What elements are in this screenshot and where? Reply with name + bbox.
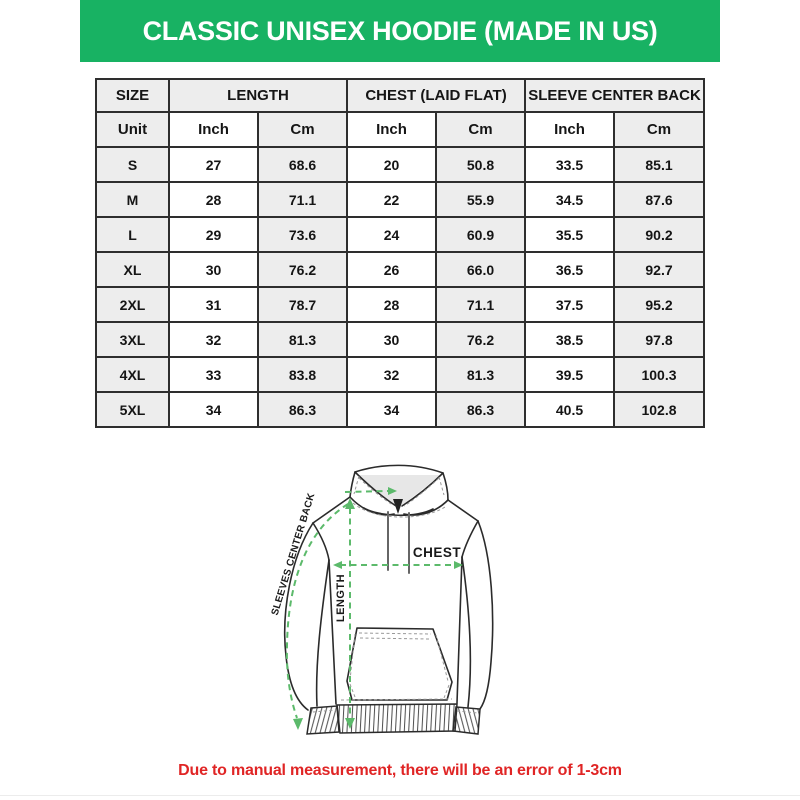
value-cell: 76.2 [258,252,347,287]
table-row [96,357,704,392]
unit-cell: Cm [614,112,704,147]
value-cell: 33.5 [525,147,614,182]
value-cell: 34 [347,392,436,427]
bottom-divider [0,795,800,796]
value-cell: 68.6 [258,147,347,182]
size-cell: 5XL [96,392,169,427]
drawstrings [388,512,409,573]
size-chart-table [95,78,705,428]
value-cell: 100.3 [614,357,704,392]
value-cell: 30 [169,252,258,287]
table-row [96,182,704,217]
table-row [96,392,704,427]
chest-label: CHEST [412,545,462,560]
arrowheads [293,487,463,730]
value-cell: 86.3 [258,392,347,427]
header-sleeve: SLEEVE CENTER BACK [525,79,704,112]
sleeve-end-arrowhead [293,718,303,730]
value-cell: 50.8 [436,147,525,182]
table-row [96,147,704,182]
unit-cell: Cm [258,112,347,147]
unit-cell: Cm [436,112,525,147]
unit-cell: Inch [169,112,258,147]
chest-left-arrowhead [333,561,342,569]
hoodie-outline [285,465,493,710]
value-cell: 85.1 [614,147,704,182]
table-row [96,322,704,357]
unit-cell: Inch [347,112,436,147]
value-cell: 55.9 [436,182,525,217]
value-cell: 24 [347,217,436,252]
value-cell: 97.8 [614,322,704,357]
measurement-disclaimer: Due to manual measurement, there will be an error of 1-3cm [178,762,622,779]
value-cell: 86.3 [436,392,525,427]
value-cell: 73.6 [258,217,347,252]
value-cell: 71.1 [436,287,525,322]
unit-cell: Inch [525,112,614,147]
size-cell: 3XL [96,322,169,357]
size-cell: XL [96,252,169,287]
value-cell: 76.2 [436,322,525,357]
table-header-row [96,79,704,112]
value-cell: 87.6 [614,182,704,217]
value-cell: 81.3 [436,357,525,392]
size-cell: 2XL [96,287,169,322]
value-cell: 40.5 [525,392,614,427]
size-cell: M [96,182,169,217]
value-cell: 39.5 [525,357,614,392]
header-size: SIZE [96,79,169,112]
value-cell: 27 [169,147,258,182]
value-cell: 34.5 [525,182,614,217]
hem-band [337,704,457,733]
value-cell: 30 [347,322,436,357]
value-cell: 92.7 [614,252,704,287]
table-row [96,252,704,287]
size-cell: 4XL [96,357,169,392]
value-cell: 60.9 [436,217,525,252]
value-cell: 38.5 [525,322,614,357]
left-cuff [307,706,339,734]
value-cell: 31 [169,287,258,322]
value-cell: 34 [169,392,258,427]
value-cell: 32 [347,357,436,392]
value-cell: 78.7 [258,287,347,322]
header-length: LENGTH [169,79,347,112]
header-chest: CHEST (LAID FLAT) [347,79,525,112]
sleeve-label: SLEEVES CENTER BACK [269,491,318,617]
value-cell: 35.5 [525,217,614,252]
ribbing [307,704,480,734]
value-cell: 28 [347,287,436,322]
banner [80,0,720,62]
unit-row [96,112,704,147]
value-cell: 95.2 [614,287,704,322]
value-cell: 32 [169,322,258,357]
size-cell: L [96,217,169,252]
unit-label-cell: Unit [96,112,169,147]
value-cell: 83.8 [258,357,347,392]
value-cell: 90.2 [614,217,704,252]
value-cell: 33 [169,357,258,392]
value-cell: 37.5 [525,287,614,322]
value-cell: 29 [169,217,258,252]
value-cell: 26 [347,252,436,287]
hoodie-diagram [250,440,560,750]
value-cell: 28 [169,182,258,217]
value-cell: 20 [347,147,436,182]
value-cell: 81.3 [258,322,347,357]
value-cell: 22 [347,182,436,217]
page-title: CLASSIC UNISEX HOODIE (MADE IN US) [142,15,658,46]
table-row [96,287,704,322]
value-cell: 71.1 [258,182,347,217]
size-cell: S [96,147,169,182]
value-cell: 102.8 [614,392,704,427]
value-cell: 66.0 [436,252,525,287]
value-cell: 36.5 [525,252,614,287]
length-label: LENGTH [335,573,347,623]
table-row [96,217,704,252]
